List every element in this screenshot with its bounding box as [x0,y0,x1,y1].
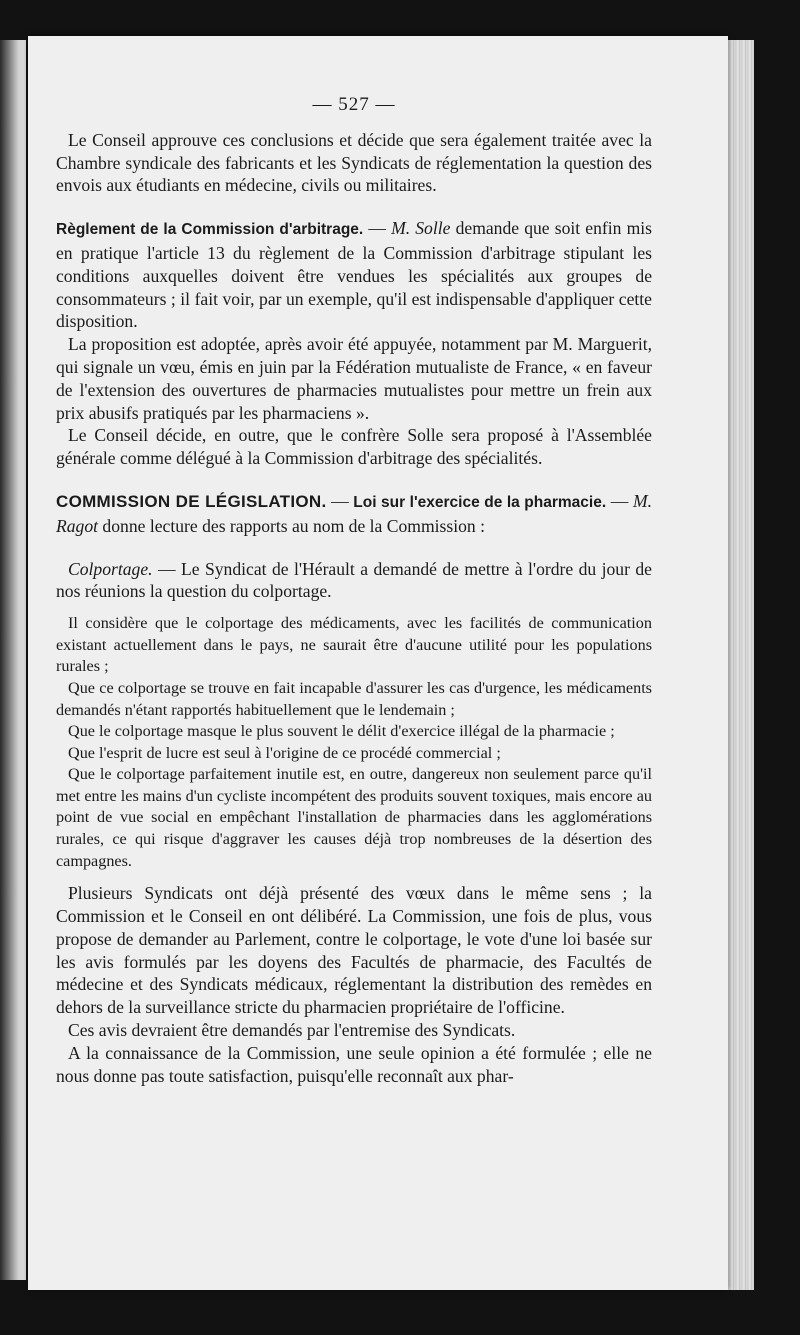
report-considere: Il considère que le colportage des médicaments, avec les facilités de communication existant actuellement dans le pays, ne saurait être d'aucune utilité pour les populations rurales ; [56,614,652,676]
report-delit: Que le colportage masque le plus souvent le délit d'exercice illégal de la pharmacie ; [68,722,615,741]
dash: — [606,490,633,511]
book-page [28,36,728,1290]
paragraph-proposition: La proposition est adoptée, après avoir été appuyée, notamment par M. Marguerit, qui signale un vœu, émis en juin par la Fédération mutualiste de France, « en faveur de l'extension des ouvertures de pharmacies mutualistes pour mettre un frein aux prix abusifs pratiqués par les pharmaciens ». [56,334,652,423]
dash: — [363,218,392,239]
colportage-text: — Le Syndicat de l'Hérault a demandé de mettre à l'ordre du jour de nos réunions la question du colportage. [56,558,652,602]
report-block [56,613,652,872]
speaker-ragot: M. Ragot [56,490,653,536]
dash: — [326,490,354,511]
title-colportage: Colportage. [68,558,153,579]
heading-loi-exercice: Loi sur l'exercice de la pharmacie. [353,493,607,511]
left-page-edge [0,40,26,1280]
report-dangereux: Que le colportage parfaitement inutile est, en outre, dangereux non seulement parce qu'il met entre les mains d'un cycliste incompétent des produits souvent toxiques, mais encore au point de vue social en empêchant l'installation de pharmacies dans les agglomérations rurales, ce qui risque d'aggraver les causes déjà trop nombreuses de la désertion des campagnes. [56,765,652,870]
heading-commission-legislation: COMMISSION DE LÉGISLATION. [56,491,327,511]
page-content [56,94,652,1087]
paragraph-commission-legislation [56,490,652,538]
page-number: — 527 — [312,94,396,115]
report-urgence: Que ce colportage se trouve en fait incapable d'assurer les cas d'urgence, les médicaments demandés n'étant rapportés habituellement que le lendemain ; [56,678,652,719]
paragraph-colportage [56,558,652,604]
paragraph-conseil-approuve: Le Conseil approuve ces conclusions et décide que sera également traitée avec la Chambre syndicale des fabricants et les Syndicats de réglementation la question des envois aux étudiants en médecine, civils ou militaires. [56,129,652,196]
paragraph-connaissance: A la connaissance de la Commission, une seule opinion a été formulée ; elle ne nous donne pas toute satisfaction, puisqu'elle reconnaît aux phar- [56,1042,652,1086]
reglement-text: demande que soit enfin mis en pratique l'article 13 du règlement de la Commission d'arbitrage stipulant les conditions auxquelles doivent être vendues les spécialités aux groupes de consommateurs ; il fait voir, par un exemple, qu'il est indispensable d'appliquer cette disposition. [56,218,652,332]
report-lucre: Que l'esprit de lucre est seul à l'origine de ce procédé commercial ; [68,743,501,762]
paragraph-plusieurs-syndicats: Plusieurs Syndicats ont déjà présenté des vœux dans le même sens ; la Commission et le Conseil en ont délibéré. La Commission, une fois de plus, vous propose de demander au Parlement, contre le colportage, le vote d'une loi basée sur les avis formulés par les doyens des Facultés de pharmacie, des Facultés de médecine et des Syndicats médicaux, réglementant la distribution des remèdes en dehors de la surveillance stricte du pharmacien propriétaire de l'officine. [56,883,652,1018]
paragraph-ces-avis: Ces avis devraient être demandés par l'entremise des Syndicats. [68,1020,516,1041]
heading-reglement: Règlement de la Commission d'arbitrage. [56,221,364,239]
paragraph-reglement [56,217,652,333]
commission-text: donne lecture des rapports au nom de la Commission : [98,515,486,536]
speaker-solle: M. Solle [391,218,451,239]
paragraph-conseil-decide: Le Conseil décide, en outre, que le confrère Solle sera proposé à l'Assemblée générale comme délégué à la Commission d'arbitrage des spécialités. [56,425,652,469]
